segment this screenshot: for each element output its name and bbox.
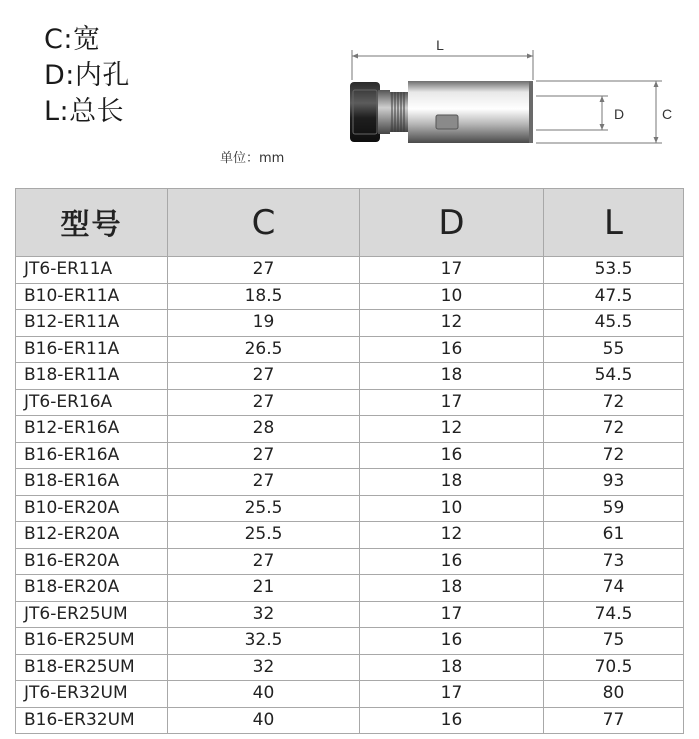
cell-d: 16	[360, 442, 544, 469]
cell-c: 27	[168, 389, 360, 416]
cell-model: B16-ER25UM	[16, 628, 168, 655]
table-row	[16, 283, 684, 310]
cell-d: 12	[360, 416, 544, 443]
table-row	[16, 548, 684, 575]
cell-d: 18	[360, 575, 544, 602]
cell-c: 28	[168, 416, 360, 443]
cell-model: B18-ER20A	[16, 575, 168, 602]
table-row	[16, 363, 684, 390]
header-l: L	[544, 189, 684, 257]
cell-l: 72	[544, 389, 684, 416]
cell-d: 18	[360, 469, 544, 496]
dimension-d	[536, 96, 624, 130]
cell-c: 18.5	[168, 283, 360, 310]
cell-l: 73	[544, 548, 684, 575]
cell-c: 40	[168, 681, 360, 708]
cell-l: 93	[544, 469, 684, 496]
cell-d: 12	[360, 310, 544, 337]
cell-c: 32	[168, 601, 360, 628]
table-header-row	[16, 189, 684, 257]
header-c: C	[168, 189, 360, 257]
cell-c: 27	[168, 548, 360, 575]
cell-model: JT6-ER25UM	[16, 601, 168, 628]
dimension-l	[352, 37, 533, 80]
cell-model: B12-ER20A	[16, 522, 168, 549]
table-row	[16, 495, 684, 522]
cell-d: 16	[360, 336, 544, 363]
table-row	[16, 442, 684, 469]
table-row	[16, 628, 684, 655]
cell-c: 19	[168, 310, 360, 337]
cell-c: 32.5	[168, 628, 360, 655]
cell-c: 25.5	[168, 495, 360, 522]
cell-l: 70.5	[544, 654, 684, 681]
cell-model: B16-ER16A	[16, 442, 168, 469]
cell-model: JT6-ER32UM	[16, 681, 168, 708]
cell-model: B10-ER20A	[16, 495, 168, 522]
cell-d: 10	[360, 495, 544, 522]
cell-l: 72	[544, 416, 684, 443]
cell-c: 26.5	[168, 336, 360, 363]
unit-label: 单位：mm	[220, 151, 285, 166]
legend-l: L:总长	[44, 96, 125, 127]
cell-d: 12	[360, 522, 544, 549]
cell-model: B12-ER16A	[16, 416, 168, 443]
cell-model: B16-ER11A	[16, 336, 168, 363]
cell-l: 74.5	[544, 601, 684, 628]
holder-body	[350, 81, 533, 143]
cell-model: B10-ER11A	[16, 283, 168, 310]
cell-c: 32	[168, 654, 360, 681]
cell-model: B16-ER32UM	[16, 707, 168, 734]
table-row	[16, 522, 684, 549]
header-model: 型号	[16, 189, 168, 257]
label-l: L	[436, 37, 444, 53]
cell-l: 55	[544, 336, 684, 363]
cell-d: 18	[360, 363, 544, 390]
dimension-c	[536, 81, 672, 143]
table-row	[16, 601, 684, 628]
cell-d: 17	[360, 601, 544, 628]
cell-model: JT6-ER16A	[16, 389, 168, 416]
cell-model: B18-ER25UM	[16, 654, 168, 681]
cell-model: B16-ER20A	[16, 548, 168, 575]
cell-model: B12-ER11A	[16, 310, 168, 337]
cell-l: 53.5	[544, 257, 684, 284]
table-row	[16, 681, 684, 708]
table-row	[16, 469, 684, 496]
cell-model: B18-ER11A	[16, 363, 168, 390]
cell-model: B18-ER16A	[16, 469, 168, 496]
cell-l: 72	[544, 442, 684, 469]
table-row	[16, 575, 684, 602]
cell-c: 21	[168, 575, 360, 602]
cell-c: 27	[168, 469, 360, 496]
table-row	[16, 389, 684, 416]
spec-table	[15, 188, 684, 734]
table-row	[16, 257, 684, 284]
cell-c: 27	[168, 257, 360, 284]
table-row	[16, 654, 684, 681]
cell-d: 10	[360, 283, 544, 310]
cell-model: JT6-ER11A	[16, 257, 168, 284]
legend-c: C:宽	[44, 24, 101, 55]
cell-d: 16	[360, 628, 544, 655]
cell-l: 59	[544, 495, 684, 522]
tool-holder-drawing	[340, 30, 680, 155]
cell-l: 45.5	[544, 310, 684, 337]
cell-l: 74	[544, 575, 684, 602]
cell-c: 40	[168, 707, 360, 734]
cell-d: 17	[360, 681, 544, 708]
table-row	[16, 707, 684, 734]
table-row	[16, 310, 684, 337]
legend-d: D:内孔	[44, 60, 130, 91]
cell-d: 17	[360, 257, 544, 284]
label-d: D	[614, 106, 625, 122]
table-row	[16, 416, 684, 443]
cell-d: 17	[360, 389, 544, 416]
table-row	[16, 336, 684, 363]
header-d: D	[360, 189, 544, 257]
cell-d: 16	[360, 548, 544, 575]
cell-d: 18	[360, 654, 544, 681]
label-c: C	[662, 106, 673, 122]
cell-l: 61	[544, 522, 684, 549]
cell-c: 25.5	[168, 522, 360, 549]
cell-l: 80	[544, 681, 684, 708]
cell-c: 27	[168, 363, 360, 390]
cell-c: 27	[168, 442, 360, 469]
cell-l: 77	[544, 707, 684, 734]
cell-d: 16	[360, 707, 544, 734]
cell-l: 75	[544, 628, 684, 655]
dimension-legend	[44, 22, 130, 130]
cell-l: 54.5	[544, 363, 684, 390]
cell-l: 47.5	[544, 283, 684, 310]
